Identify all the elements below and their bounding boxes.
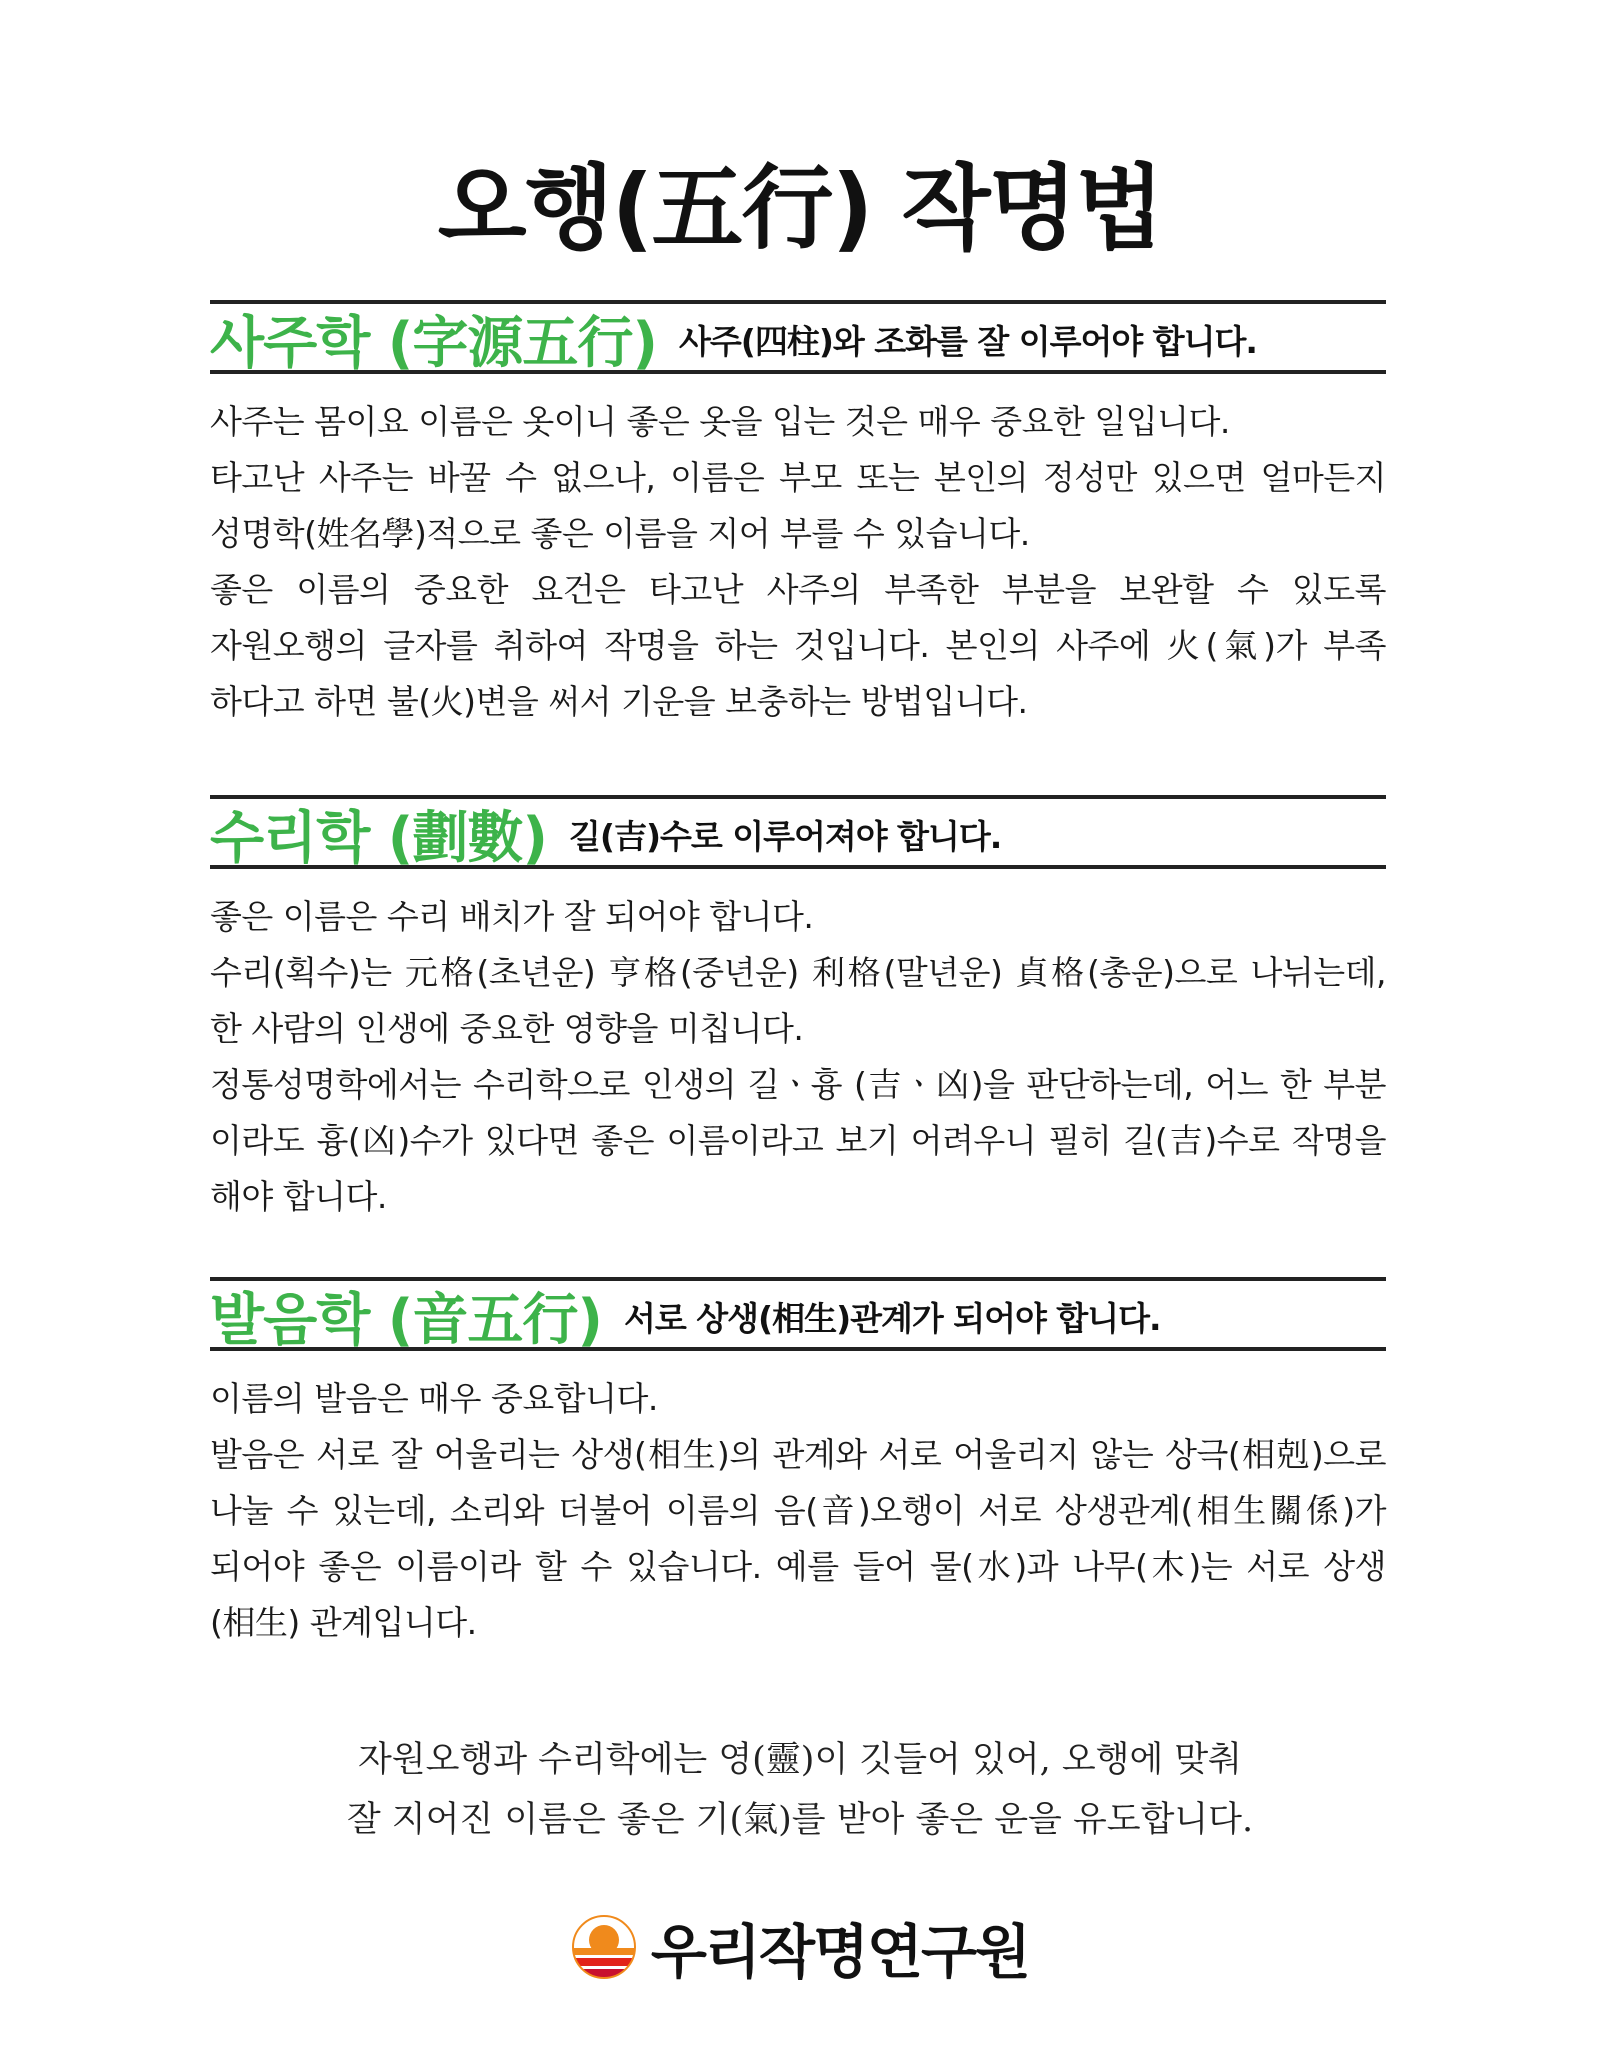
body-line: 해야 합니다.	[210, 1177, 387, 1216]
body-line: 사주는 몸이요 이름은 옷이니 좋은 옷을 입는 것은 매우 중요한 일입니다.	[210, 402, 1230, 441]
body-line: (相生) 관계입니다.	[210, 1603, 477, 1642]
closing-message	[0, 1730, 1600, 1850]
brand-name: 우리작명연구원	[650, 1918, 1030, 1986]
body-line: 하다고 하면 불(火)변을 써서 기운을 보충하는 방법입니다.	[210, 682, 1028, 721]
section-title: 수리학 (劃數)	[210, 806, 547, 871]
section-body	[210, 1371, 1386, 1651]
section-header	[210, 1277, 1386, 1351]
section-header	[210, 300, 1386, 374]
page-title: 오행(五行) 작명법	[437, 155, 1163, 262]
body-line: 한 사람의 인생에 중요한 영향을 미칩니다.	[210, 1009, 804, 1048]
section-title: 발음학 (音五行)	[210, 1288, 602, 1353]
closing-line: 잘 지어진 이름은 좋은 기(氣)를 받아 좋은 운을 유도합니다.	[346, 1800, 1254, 1840]
section-subtitle: 서로 상생(相生)관계가 되어야 합니다.	[623, 1298, 1161, 1338]
body-line: 성명학(姓名學)적으로 좋은 이름을 지어 부를 수 있습니다.	[210, 514, 1030, 553]
body-line: 좋은 이름의 중요한 요건은 타고난 사주의 부족한 부분을 보완할 수 있도록	[210, 570, 1386, 609]
section-title: 사주학 (字源五行)	[210, 311, 657, 376]
body-line: 이라도 흉(凶)수가 있다면 좋은 이름이라고 보기 어려우니 필히 길(吉)수로 작명을	[210, 1121, 1386, 1160]
body-line: 자원오행의 글자를 취하여 작명을 하는 것입니다. 본인의 사주에 火(氣)가 부족	[210, 626, 1386, 665]
section-body	[210, 889, 1386, 1225]
closing-line: 자원오행과 수리학에는 영(靈)이 깃들어 있어, 오행에 맞춰	[357, 1740, 1242, 1780]
section-body	[210, 394, 1386, 730]
body-line: 수리(획수)는 元格(초년운) 亨格(중년운) 利格(말년운) 貞格(총운)으로 나뉘는데,	[210, 953, 1386, 992]
body-line: 좋은 이름은 수리 배치가 잘 되어야 합니다.	[210, 897, 814, 936]
section-bareum	[210, 1277, 1386, 1651]
body-line: 타고난 사주는 바꿀 수 없으나, 이름은 부모 또는 본인의 정성만 있으면 얼마든지	[210, 458, 1386, 497]
body-line: 이름의 발음은 매우 중요합니다.	[210, 1379, 658, 1418]
section-header	[210, 795, 1386, 869]
section-suri	[210, 795, 1386, 1225]
body-line: 정통성명학에서는 수리학으로 인생의 길ㆍ흉 (吉ㆍ凶)을 판단하는데, 어느 한 부분	[210, 1065, 1386, 1104]
section-subtitle: 사주(四柱)와 조화를 잘 이루어야 합니다.	[678, 321, 1257, 361]
sunrise-logo-icon	[571, 1914, 637, 1980]
brand-logo	[0, 1905, 1600, 1989]
body-line: 발음은 서로 잘 어울리는 상생(相生)의 관계와 서로 어울리지 않는 상극(相剋)으로	[210, 1435, 1386, 1474]
body-line: 되어야 좋은 이름이라 할 수 있습니다. 예를 들어 물(水)과 나무(木)는 서로 상생	[210, 1547, 1386, 1586]
section-subtitle: 길(吉)수로 이루어져야 합니다.	[568, 816, 1002, 856]
section-saju	[210, 300, 1386, 730]
body-line: 나눌 수 있는데, 소리와 더불어 이름의 음(音)오행이 서로 상생관계(相生關係)가	[210, 1491, 1386, 1530]
